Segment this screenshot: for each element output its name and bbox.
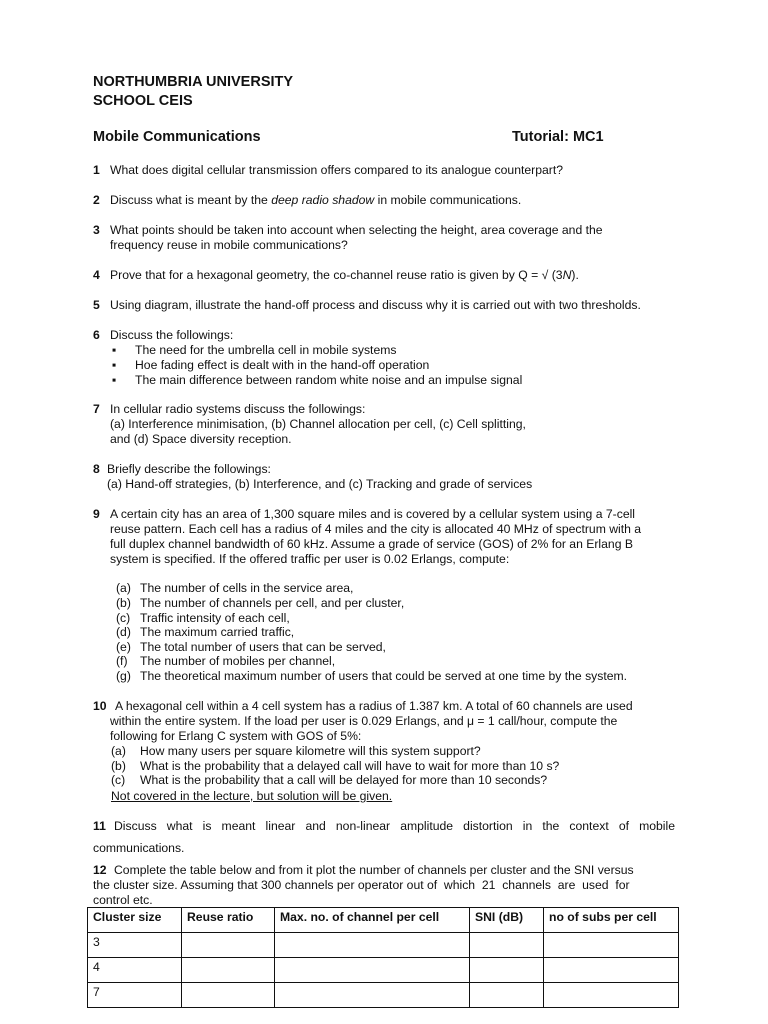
question-number: 12: [93, 863, 107, 877]
table-row: [88, 983, 679, 1008]
table-cell: [544, 983, 679, 1008]
table-cell: [182, 933, 275, 958]
question-text: What does digital cellular transmission offers compared to its analogue counterpart?: [110, 163, 563, 177]
school-name: SCHOOL CEIS: [93, 93, 193, 109]
question-text: communications.: [93, 841, 185, 855]
table-row: [88, 958, 679, 983]
sub-item: (c) Traffic intensity of each cell,: [116, 611, 290, 625]
table-cell: [544, 933, 679, 958]
table-header: Max. no. of channel per cell: [275, 908, 470, 933]
question-text: within the entire system. If the load per user is 0.029 Erlangs, and μ = 1 call/hour, compute the: [110, 714, 618, 728]
question-text: Discuss what is meant linear and non-linear amplitude distortion in the context of mobile: [114, 819, 675, 833]
question-text: Using diagram, illustrate the hand-off process and discuss why it is carried out with two thresholds.: [110, 298, 641, 312]
question-number: 9: [93, 507, 100, 521]
sub-item: (b) The number of channels per cell, and per cluster,: [116, 596, 405, 610]
question-number: 2: [93, 193, 100, 207]
question-text: reuse pattern. Each cell has a radius of 4 miles and the city is allocated 40 MHz of spectrum with a: [110, 522, 642, 536]
question-10: [93, 699, 677, 744]
question-9: [93, 507, 677, 567]
table-cell: [275, 983, 470, 1008]
question-12: [93, 863, 675, 908]
question-text: In cellular radio systems discuss the followings:: [110, 402, 366, 416]
question-5: [93, 298, 693, 313]
question-text: full duplex channel bandwidth of 60 kHz. Assume a grade of service (GOS) of 2% for an Erlang B: [110, 537, 633, 551]
question-6: [93, 328, 677, 343]
sub-item: (e) The total number of users that can be served,: [116, 640, 386, 654]
question-text: control etc.: [93, 893, 153, 907]
table-row: [88, 933, 679, 958]
bullet-item: ▪ The main difference between random white noise and an impulse signal: [115, 373, 522, 388]
question-2: [93, 193, 677, 208]
question-text: frequency reuse in mobile communications?: [110, 238, 348, 252]
module-title: Mobile Communications: [93, 129, 261, 145]
question-text: Discuss what is meant by the: [110, 193, 272, 207]
question-7: [93, 402, 677, 447]
question-text: following for Erlang C system with GOS of 5%:: [110, 729, 362, 743]
table-cell: [182, 958, 275, 983]
sub-item: (g) The theoretical maximum number of users that could be served at one time by the system.: [116, 669, 628, 683]
table-cell: [544, 958, 679, 983]
sub-item: (a) The number of cells in the service area,: [116, 581, 354, 595]
table-cell: [470, 958, 544, 983]
question-number: 10: [93, 699, 107, 713]
question-text: ).: [571, 268, 579, 282]
emphasis-text: deep radio shadow: [271, 193, 375, 207]
sub-item: (b) What is the probability that a delayed call will have to wait for more than 10 s?: [111, 759, 560, 773]
question-number: 5: [93, 298, 100, 312]
question-3: [93, 223, 677, 253]
table-header: no of subs per cell: [544, 908, 679, 933]
cluster-table: [87, 907, 679, 1008]
question-text: system is specified. If the offered traffic per user is 0.02 Erlangs, compute:: [110, 552, 510, 566]
question-text: Prove that for a hexagonal geometry, the co-channel reuse ratio is given by Q = √ (3: [110, 268, 563, 282]
question-number: 7: [93, 402, 100, 416]
question-text: and (d) Space diversity reception.: [110, 432, 292, 446]
table-cell: 4: [88, 958, 182, 983]
question-text: the cluster size. Assuming that 300 channels per operator out of which 21 channels are used for: [93, 878, 630, 892]
table-cell: 3: [88, 933, 182, 958]
bullet-item: ▪ The need for the umbrella cell in mobile systems: [115, 343, 396, 358]
question-text: A certain city has an area of 1,300 square miles and is covered by a cellular system using a 7-cell: [110, 507, 636, 521]
question-1: [93, 163, 677, 178]
question-text: A hexagonal cell within a 4 cell system has a radius of 1.387 km. A total of 60 channels are used: [115, 699, 633, 713]
question-text: in mobile communications.: [374, 193, 522, 207]
sub-item: (a) How many users per square kilometre will this system support?: [111, 744, 481, 758]
question-text: Discuss the followings:: [110, 328, 234, 342]
table-cell: [470, 983, 544, 1008]
tutorial-label: Tutorial: MC1: [512, 129, 604, 145]
sub-item: (f) The number of mobiles per channel,: [116, 654, 336, 668]
table-cell: [275, 933, 470, 958]
question-text: Briefly describe the followings:: [107, 462, 271, 476]
bullet-item: ▪ Hoe fading effect is dealt with in the hand-off operation: [115, 358, 429, 373]
question-number: 3: [93, 223, 100, 237]
question-number: 11: [93, 819, 106, 833]
sub-item: (d) The maximum carried traffic,: [116, 625, 295, 639]
table-cell: [182, 983, 275, 1008]
question-number: 1: [93, 163, 100, 177]
question-number: 4: [93, 268, 100, 282]
table-cell: 7: [88, 983, 182, 1008]
question-number: 8: [93, 462, 100, 476]
question-4: [93, 268, 677, 283]
table-header: Reuse ratio: [182, 908, 275, 933]
sub-item: (c) What is the probability that a call will be delayed for more than 10 seconds?: [111, 773, 548, 787]
table-header: Cluster size: [88, 908, 182, 933]
question-text: What points should be taken into account when selecting the height, area coverage and the: [110, 223, 603, 237]
table-cell: [275, 958, 470, 983]
table-cell: [470, 933, 544, 958]
question-number: 6: [93, 328, 100, 342]
note-not-covered: Not covered in the lecture, but solution will be given.: [111, 789, 393, 803]
question-8: [93, 462, 677, 492]
question-text: (a) Hand-off strategies, (b) Interference, and (c) Tracking and grade of services: [107, 477, 533, 491]
table-header: SNI (dB): [470, 908, 544, 933]
table-header-row: [88, 908, 679, 933]
question-11: [93, 819, 675, 856]
question-text: (a) Interference minimisation, (b) Channel allocation per cell, (c) Cell splitting,: [110, 417, 526, 431]
question-text: Complete the table below and from it plot the number of channels per cluster and the SNI versus: [114, 863, 634, 877]
emphasis-text: N: [562, 268, 572, 282]
university-name: NORTHUMBRIA UNIVERSITY: [93, 74, 294, 90]
